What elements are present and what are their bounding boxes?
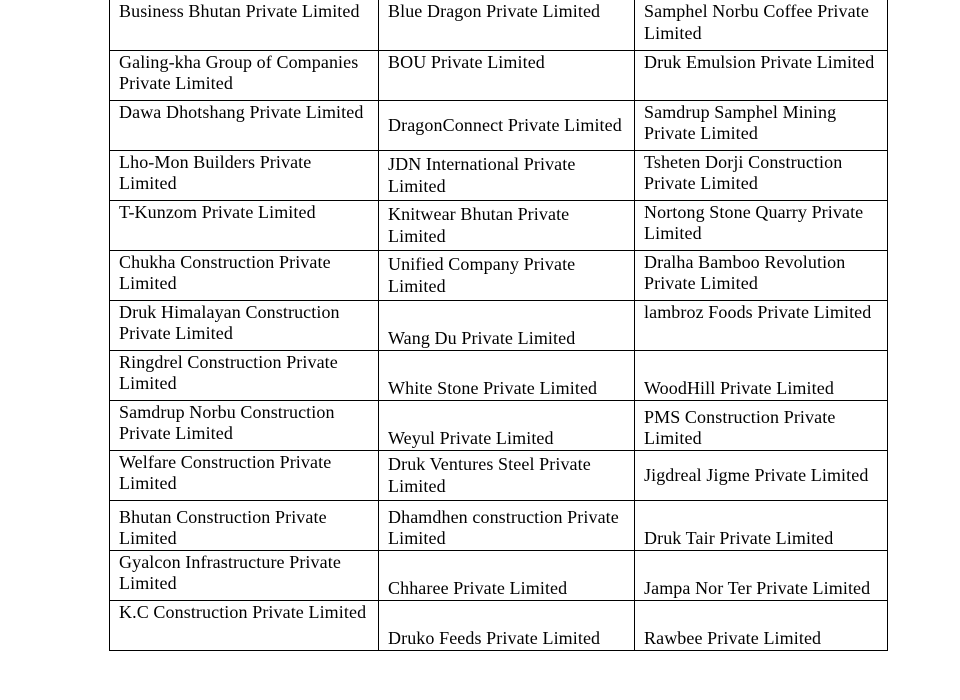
table-row bbox=[110, 600, 888, 650]
table-cell: Samdrup Samphel Mining Private Limited bbox=[635, 100, 888, 150]
table-cell: Samdrup Norbu Construction Private Limited bbox=[110, 400, 379, 450]
table-cell: Samphel Norbu Coffee Private Limited bbox=[635, 0, 888, 50]
table-cell: T-Kunzom Private Limited bbox=[110, 200, 379, 250]
table-cell: Bhutan Construction Private Limited bbox=[110, 500, 379, 550]
table-cell: Chharee Private Limited bbox=[379, 550, 635, 600]
table-cell: Gyalcon Infrastructure Private Limited bbox=[110, 550, 379, 600]
table-cell: PMS Construction Private Limited bbox=[635, 400, 888, 450]
table-cell: Tsheten Dorji Construction Private Limited bbox=[635, 150, 888, 200]
table-cell: Rawbee Private Limited bbox=[635, 600, 888, 650]
table-row bbox=[110, 350, 888, 400]
table-cell: Galing-kha Group of Companies Private Limited bbox=[110, 50, 379, 100]
table-cell: Welfare Construction Private Limited bbox=[110, 450, 379, 500]
table-row bbox=[110, 500, 888, 550]
table-cell: Jigdreal Jigme Private Limited bbox=[635, 450, 888, 500]
company-table bbox=[109, 0, 888, 651]
table-cell: Wang Du Private Limited bbox=[379, 300, 635, 350]
table-row bbox=[110, 150, 888, 200]
table-cell: Ringdrel Construction Private Limited bbox=[110, 350, 379, 400]
table-cell: Nortong Stone Quarry Private Limited bbox=[635, 200, 888, 250]
table-row bbox=[110, 450, 888, 500]
table-cell: BOU Private Limited bbox=[379, 50, 635, 100]
table-row bbox=[110, 250, 888, 300]
table-cell: K.C Construction Private Limited bbox=[110, 600, 379, 650]
table-row bbox=[110, 0, 888, 50]
table-row bbox=[110, 50, 888, 100]
table-cell: Lho-Mon Builders Private Limited bbox=[110, 150, 379, 200]
table-cell: Druk Himalayan Construction Private Limited bbox=[110, 300, 379, 350]
table-row bbox=[110, 400, 888, 450]
table-cell: Business Bhutan Private Limited bbox=[110, 0, 379, 50]
table-cell: Druko Feeds Private Limited bbox=[379, 600, 635, 650]
table-row bbox=[110, 550, 888, 600]
table-cell: Druk Ventures Steel Private Limited bbox=[379, 450, 635, 500]
table-row bbox=[110, 200, 888, 250]
table-cell: WoodHill Private Limited bbox=[635, 350, 888, 400]
table-cell: Druk Emulsion Private Limited bbox=[635, 50, 888, 100]
table-cell: lambroz Foods Private Limited bbox=[635, 300, 888, 350]
table-cell: Chukha Construction Private Limited bbox=[110, 250, 379, 300]
table-cell: Jampa Nor Ter Private Limited bbox=[635, 550, 888, 600]
table-cell: JDN International Private Limited bbox=[379, 150, 635, 200]
table-cell: Druk Tair Private Limited bbox=[635, 500, 888, 550]
table-cell: Dawa Dhotshang Private Limited bbox=[110, 100, 379, 150]
table-cell: Dhamdhen construction Private Limited bbox=[379, 500, 635, 550]
table-cell: Unified Company Private Limited bbox=[379, 250, 635, 300]
table-cell: Knitwear Bhutan Private Limited bbox=[379, 200, 635, 250]
table-cell: White Stone Private Limited bbox=[379, 350, 635, 400]
table-row bbox=[110, 300, 888, 350]
table-cell: Weyul Private Limited bbox=[379, 400, 635, 450]
table-cell: DragonConnect Private Limited bbox=[379, 100, 635, 150]
table-cell: Dralha Bamboo Revolution Private Limited bbox=[635, 250, 888, 300]
table-cell: Blue Dragon Private Limited bbox=[379, 0, 635, 50]
table-row bbox=[110, 100, 888, 150]
